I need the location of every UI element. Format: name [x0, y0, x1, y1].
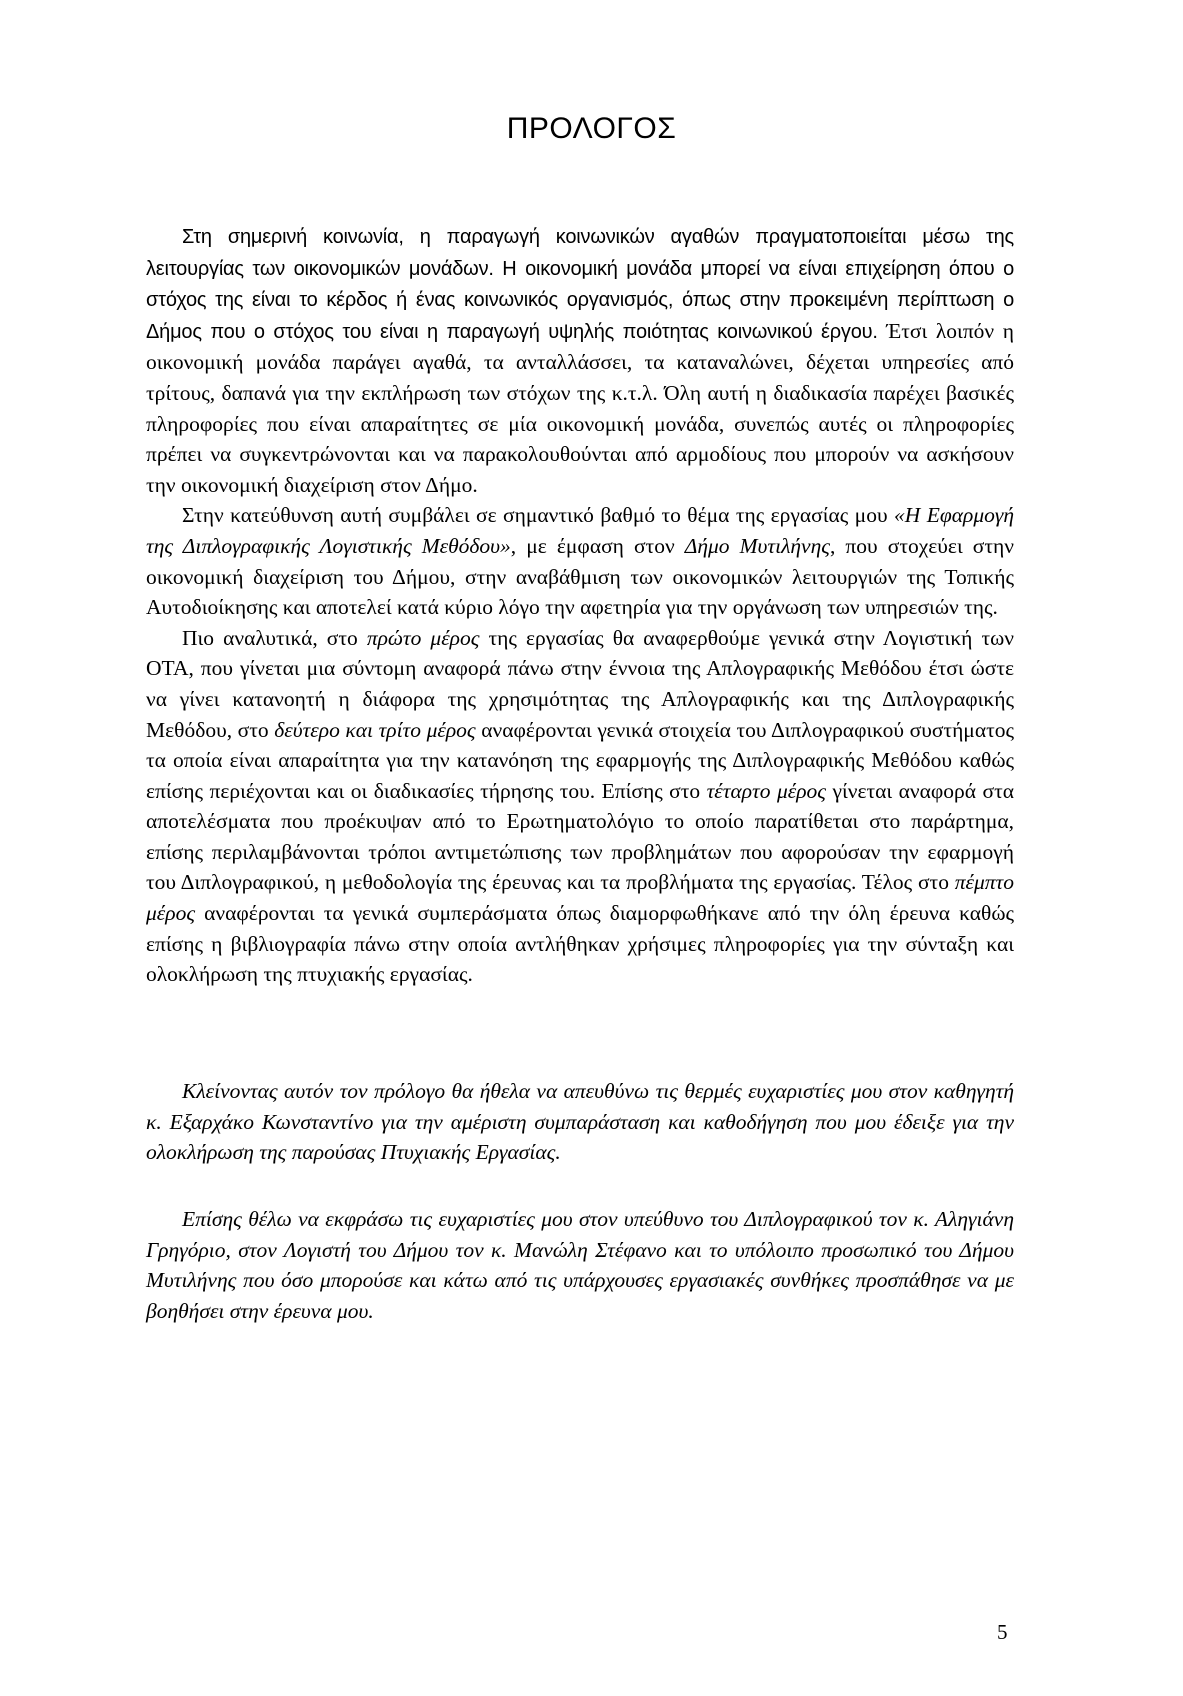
- thesis-title-emphasis: «Η Εφαρμογή της Διπλογραφικής Λογιστικής Μεθόδου»: [146, 503, 1015, 558]
- paragraph-2: [146, 500, 1014, 622]
- paragraph-3-text-a: Πιο αναλυτικά, στο: [182, 625, 367, 650]
- part-one-emphasis: πρώτο μέρος: [366, 625, 480, 650]
- acknowledgement-2: Επίσης θέλω να εκφράσω τις ευχαριστίες μου στον υπεύθυνο του Διπλογραφικού τον κ. Αληγιάνη Γρηγόριο, στον Λογιστή του Δήμου τον κ. Μανώλη Στέφανο και το υπόλοιπο προσωπικό του Δήμου Μυτιλήνης που όσο μπορούσε και κάτω από τις υπάρχουσες εργασιακές συνθήκες προσπάθησε να με βοηθήσει στην έρευνα μου.: [146, 1207, 1014, 1323]
- paragraph-1-serif-part: Έτσι λοιπόν η οικονομική μονάδα παράγει αγαθά, τα ανταλλάσσει, τα καταναλώνει, δέχεται υπηρεσίες από τρίτους, δαπανά για την εκπλήρωση των στόχων της κ.τ.λ. Όλη αυτή η διαδικασία παρέχει βασικές πληροφορίες που είναι απαραίτητες σε μία οικονομική μονάδα, συνεπώς αυτές οι πληροφορίες πρέπει να συγκεντρώνονται και να παρακολουθούνται από αρμοδίους που μπορούν να ασκήσουν την οικονομική διαχείριση στον Δήμο.: [146, 318, 1015, 497]
- paragraph-3-text-c: αναφέρονται γενικά στοιχεία του Διπλογραφικού συστήματος τα οποία είναι απαραίτητα για την κατανόηση της εφαρμογής της Διπλογραφικής Μεθόδου καθώς επίσης περιέχονται και οι διαδικασίες τήρησης του. Επίσης στο: [146, 717, 1015, 803]
- part-two-three-emphasis: δεύτερο και τρίτο μέρος: [274, 717, 476, 742]
- page-title: ΠΡΟΛΟΓΟΣ: [506, 112, 677, 145]
- paragraph-3: [146, 623, 1014, 990]
- paragraph-2-text-b: , με έμφαση στον: [510, 533, 685, 558]
- part-four-emphasis: τέταρτο μέρος: [706, 778, 827, 803]
- page-number: 5: [997, 1620, 1008, 1644]
- municipality-emphasis: Δήμο Μυτιλήνης: [684, 533, 830, 558]
- acknowledgement-1: Κλείνοντας αυτόν τον πρόλογο θα ήθελα να απευθύνω τις θερμές ευχαριστίες μου στον καθηγητή κ. Εξαρχάκο Κωνσταντίνο για την αμέριστη συμπαράσταση και καθοδήγηση που μου έδειξε για την ολοκλήρωση της παρούσας Πτυχιακής Εργασίας.: [146, 1079, 1014, 1165]
- paragraph-3-text-b: της εργασίας θα αναφερθούμε γενικά στην Λογιστική των ΟΤΑ, που γίνεται μια σύντομη αναφορά πάνω στην έννοια της Απλογραφικής Μεθόδου έτσι ώστε να γίνει κατανοητή η διάφορα της χρησιμότητας της Απλογραφικής και της Διπλογραφικής Μεθόδου, στο: [146, 625, 1014, 742]
- part-five-emphasis: πέμπτο μέρος: [146, 870, 1014, 926]
- paragraph-2-text-c: , που στοχεύει στην οικονομική διαχείριση του Δήμου, στην αναβάθμιση των οικονομικών λειτουργιών της Τοπικής Αυτοδιοίκησης και αποτελεί κατά κύριο λόγο την αφετηρία για την οργάνωση των υπηρεσιών της.: [146, 533, 1014, 620]
- paragraph-3-text-d: γίνεται αναφορά στα αποτελέσματα που προέκυψαν από το Ερωτηματολόγιο το οποίο παρατίθεται στο παράρτημα, επίσης περιλαμβάνονται τρόποι αντιμετώπισης των προβλημάτων που αφορούσαν την εφαρμογή του Διπλογραφικού, η μεθοδολογία της έρευνας και τα προβλήματα της εργασίας. Τέλος στο: [146, 778, 1014, 895]
- paragraph-2-text-a: Στην κατεύθυνση αυτή συμβάλει σε σημαντικό βαθμό το θέμα της εργασίας μου: [182, 503, 895, 528]
- paragraph-1-sans-part: Στη σημερινή κοινωνία, η παραγωγή κοινωνικών αγαθών πραγματοποιείται μέσω της λειτουργίας των οικονομικών μονάδων. Η οικονομική μονάδα μπορεί να είναι επιχείρηση όπου ο στόχος της είναι το κέρδος ή ένας κοινωνικός οργανισμός, όπως στην προκειμένη περίπτωση ο Δήμος που ο στόχος του είναι η παραγωγή υψηλής ποιότητας κοινωνικού έργου.: [146, 226, 1014, 343]
- body-text: [146, 221, 1014, 990]
- paragraph-3-text-e: αναφέρονται τα γενικά συμπεράσματα όπως διαμορφωθήκανε από την όλη έρευνα καθώς επίσης η βιβλιογραφία πάνω στην οποία αντλήθηκαν χρήσιμες πληροφορίες για την σύνταξη και ολοκλήρωση της πτυχιακής εργασίας.: [146, 901, 1014, 987]
- paragraph-1: [146, 221, 1014, 500]
